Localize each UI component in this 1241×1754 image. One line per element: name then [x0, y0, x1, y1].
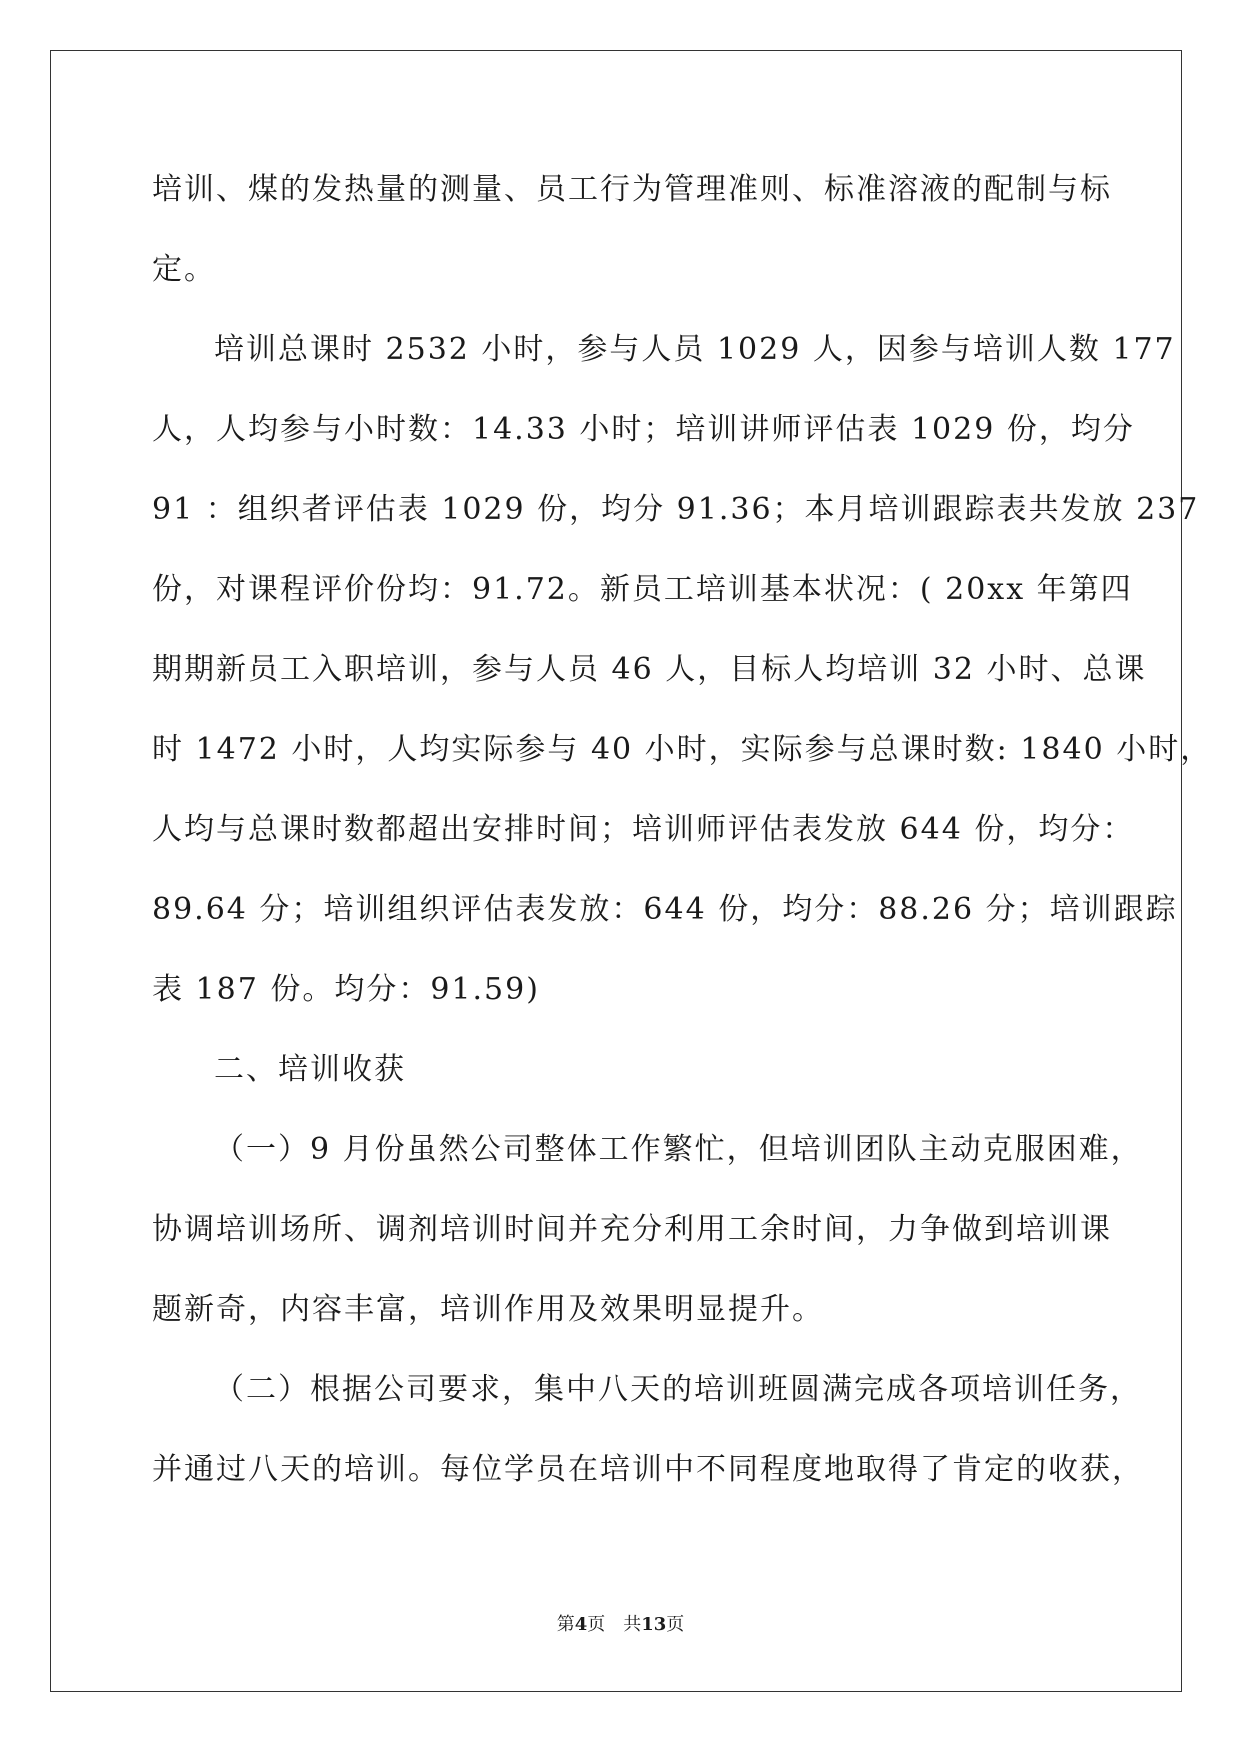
- text-line: 并通过八天的培训。每位学员在培训中不同程度地取得了肯定的收获，: [152, 1452, 1144, 1487]
- page-number: 4: [574, 1614, 588, 1635]
- text-line: 协调培训场所、调剂培训时间并充分利用工余时间，力争做到培训课: [152, 1212, 1112, 1247]
- paragraph: [152, 1350, 1144, 1510]
- total-prefix: 共: [623, 1614, 642, 1635]
- total-pages: 13: [641, 1614, 667, 1635]
- document-body: [152, 150, 1213, 1510]
- page-unit: 页: [587, 1614, 606, 1635]
- page-footer: [0, 1610, 1241, 1636]
- total-unit: 页: [666, 1614, 685, 1635]
- text-line: 培训总课时 2532 小时，参与人员 1029 人，因参与培训人数 177: [214, 332, 1176, 367]
- section-heading: [152, 1030, 1082, 1110]
- paragraph: [152, 1110, 1143, 1350]
- text-line: 91 ：组织者评估表 1029 份，均分 91.36；本月培训跟踪表共发放 237: [152, 492, 1200, 527]
- text-line: （一）9 月份虽然公司整体工作繁忙，但培训团队主动克服困难，: [214, 1132, 1143, 1167]
- text-line: 人，人均参与小时数：14.33 小时；培训讲师评估表 1029 份，均分: [152, 412, 1135, 447]
- text-line: 份，对课程评价份均：91.72。新员工培训基本状况：( 20xx 年第四: [152, 572, 1133, 607]
- text-line: 期期新员工入职培训，参与人员 46 人，目标人均培训 32 小时、总课: [152, 652, 1147, 687]
- text-line: 89.64 分；培训组织评估表发放：644 份，均分：88.26 分；培训跟踪: [152, 892, 1178, 927]
- page-prefix: 第: [556, 1614, 575, 1635]
- text-line: （二）根据公司要求，集中八天的培训班圆满完成各项培训任务，: [214, 1372, 1142, 1407]
- paragraph: [152, 150, 1112, 310]
- paragraph: [152, 310, 1213, 1030]
- text-line: 表 187 份。均分：91.59): [152, 972, 540, 1007]
- text-line: 定。: [152, 252, 216, 287]
- text-line: 人均与总课时数都超出安排时间；培训师评估表发放 644 份，均分：: [152, 812, 1135, 847]
- text-line: 题新奇，内容丰富，培训作用及效果明显提升。: [152, 1292, 824, 1327]
- text-line: 二、培训收获: [214, 1052, 406, 1087]
- text-line: 时 1472 小时，人均实际参与 40 小时，实际参与总课时数: 1840 小时，: [152, 732, 1213, 767]
- text-line: 培训、煤的发热量的测量、员工行为管理准则、标准溶液的配制与标: [152, 172, 1112, 207]
